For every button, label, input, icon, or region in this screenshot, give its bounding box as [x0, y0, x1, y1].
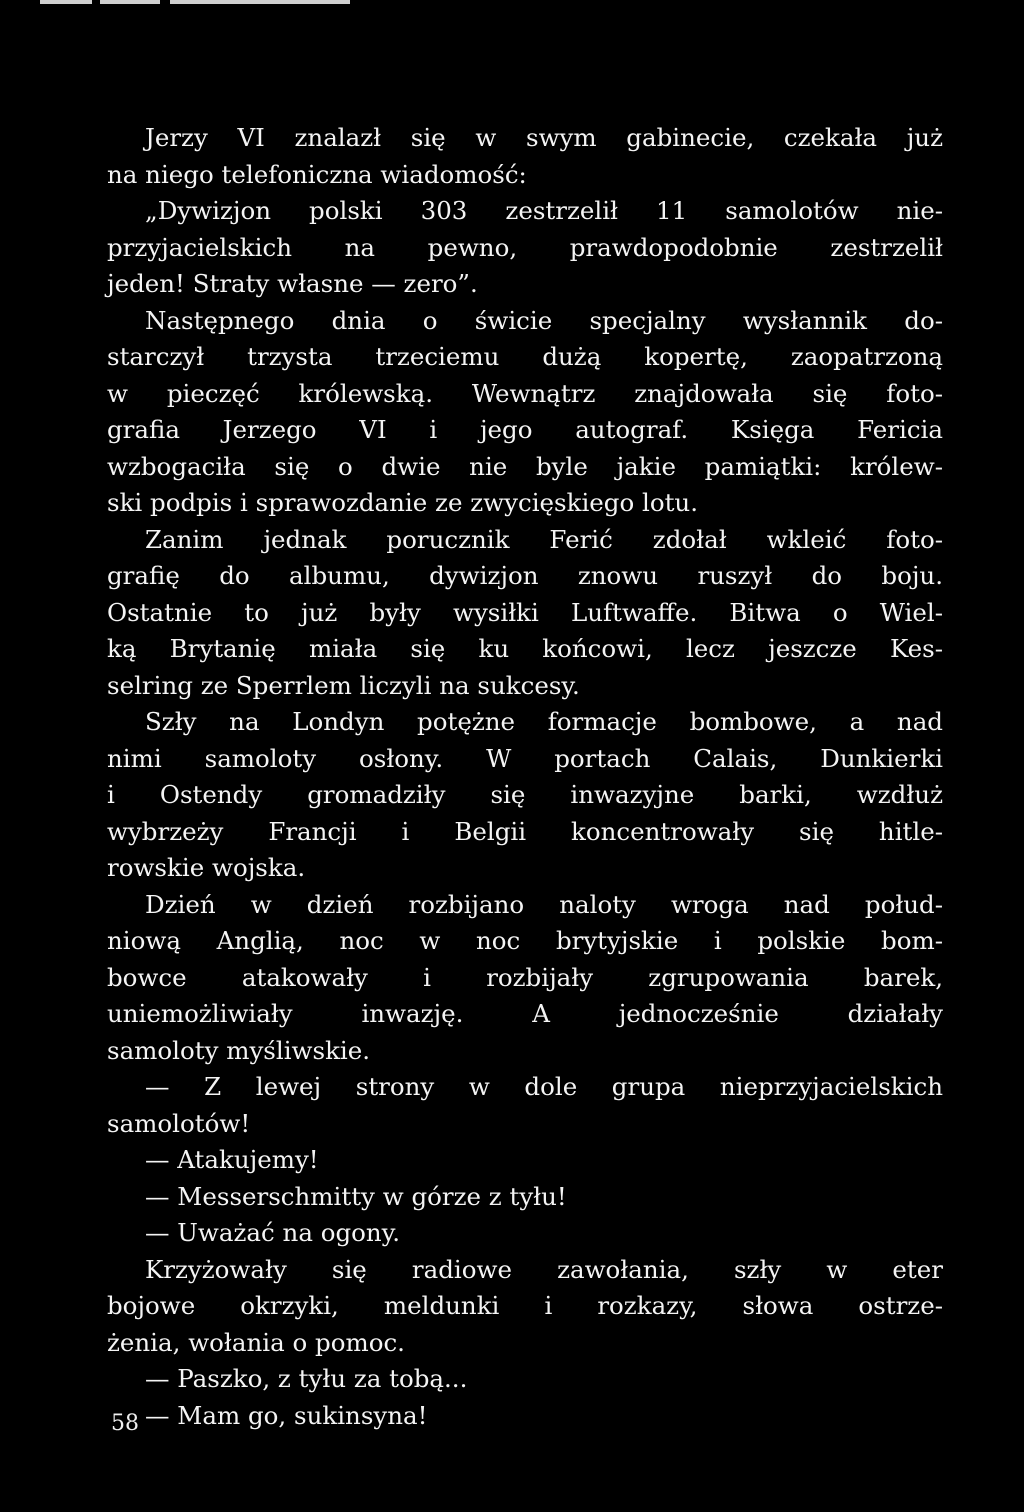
text-line: Ostatnie to już były wysiłki Luftwaffe. Bitwa o Wiel-: [107, 597, 943, 627]
text-line: starczył trzysta trzeciemu dużą kopertę, zaopatrzoną: [107, 342, 943, 371]
text-line: ką Brytanię miała się ku końcowi, lecz jeszcze Kes-: [107, 634, 943, 663]
text-line: — Paszko, z tyłu za tobą...: [145, 1364, 468, 1393]
text-line: samolotów!: [107, 1108, 251, 1138]
text-line: przyjacielskich na pewno, prawdopodobnie zestrzelił: [107, 232, 943, 262]
text-line: Następnego dnia o świcie specjalny wysłannik do-: [145, 305, 943, 335]
text-line: — Uważać na ogony.: [145, 1218, 401, 1247]
top-rule-left: [40, 0, 92, 4]
text-line: selring ze Sperrlem liczyli na sukcesy.: [107, 670, 580, 700]
text-line: samoloty myśliwskie.: [107, 1035, 371, 1065]
text-line: — Messerschmitty w górze z tyłu!: [145, 1181, 567, 1211]
text-line: Dzień w dzień rozbijano naloty wroga nad połud-: [145, 889, 943, 919]
text-line: w pieczęć królewską. Wewnątrz znajdowała się foto-: [107, 378, 943, 408]
text-line: niową Anglią, noc w noc brytyjskie i polskie bom-: [107, 926, 943, 955]
top-rule-center: [100, 0, 160, 4]
text-line: — Mam go, sukinsyna!: [145, 1400, 428, 1430]
top-rule-right: [170, 0, 350, 4]
page-text: [107, 120, 943, 1434]
text-line: żenia, wołania o pomoc.: [107, 1327, 405, 1357]
text-line: wzbogaciła się o dwie nie byle jakie pamiątki: królew-: [107, 451, 943, 481]
text-line: — Z lewej strony w dole grupa nieprzyjacielskich: [145, 1072, 943, 1101]
text-line: ski podpis i sprawozdanie ze zwycięskiego lotu.: [107, 488, 699, 517]
text-line: rowskie wojska.: [107, 853, 306, 882]
text-line: bojowe okrzyki, meldunki i rozkazy, słowa ostrze-: [107, 1291, 943, 1320]
text-line: — Atakujemy!: [145, 1145, 319, 1174]
text-line: Zanim jednak porucznik Ferić zdołał wkleić foto-: [145, 524, 943, 554]
text-line: na niego telefoniczna wiadomość:: [107, 159, 527, 189]
text-line: „Dywizjon polski 303 zestrzelił 11 samolotów nie-: [145, 196, 943, 225]
text-line: wybrzeży Francji i Belgii koncentrowały się hitle-: [107, 816, 943, 846]
text-line: jeden! Straty własne — zero”.: [107, 269, 478, 298]
text-line: Szły na Londyn potężne formacje bombowe, a nad: [145, 707, 943, 736]
text-line: grafię do albumu, dywizjon znowu ruszył do boju.: [107, 561, 943, 590]
text-line: Krzyżowały się radiowe zawołania, szły w eter: [145, 1254, 943, 1284]
text-line: uniemożliwiały inwazję. A jednocześnie działały: [107, 999, 943, 1028]
text-line: Jerzy VI znalazł się w swym gabinecie, czekała już: [145, 123, 943, 152]
text-line: bowce atakowały i rozbijały zgrupowania barek,: [107, 962, 943, 992]
text-line: i Ostendy gromadziły się inwazyjne barki, wzdłuż: [107, 780, 943, 809]
text-line: grafia Jerzego VI i jego autograf. Księga Fericia: [107, 415, 943, 444]
page-number: 58: [111, 1411, 139, 1436]
text-line: nimi samoloty osłony. W portach Calais, Dunkierki: [107, 743, 943, 773]
